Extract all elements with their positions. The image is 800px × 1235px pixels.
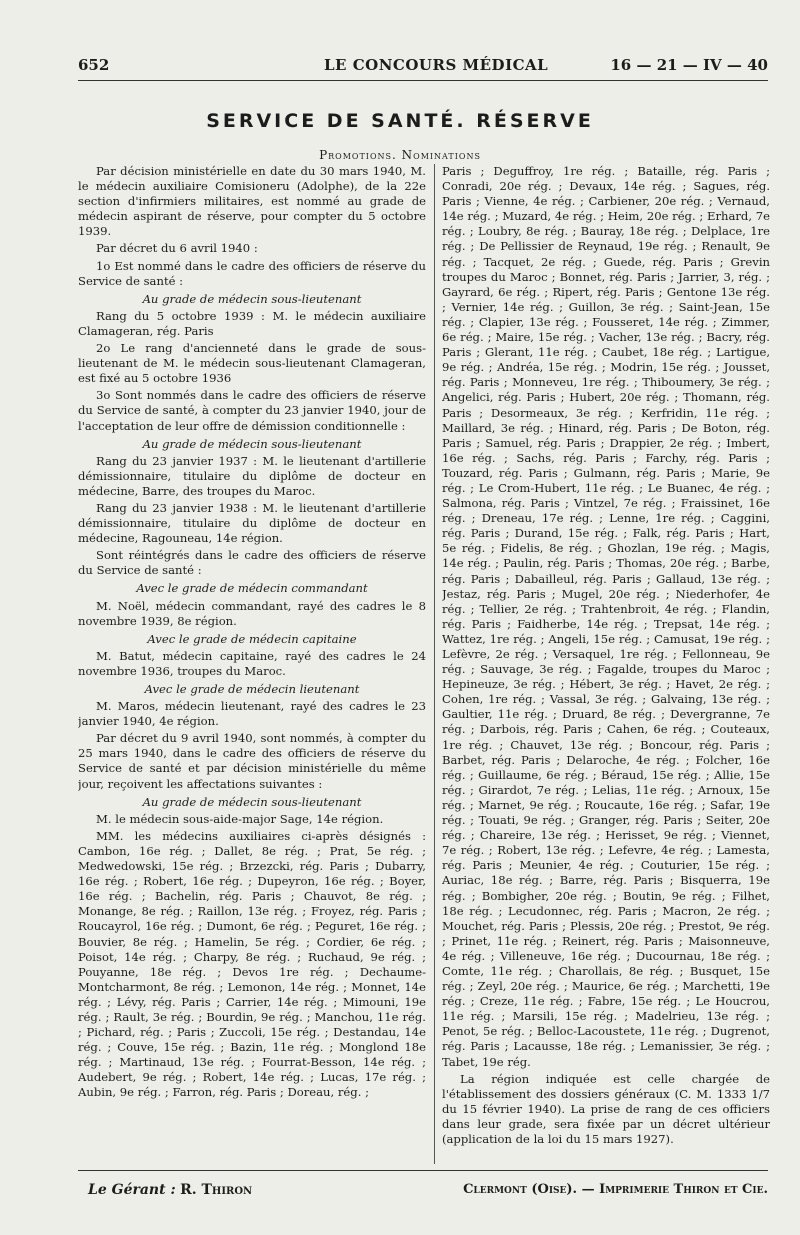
section-heading: Avec le grade de médecin capitaine: [147, 631, 357, 646]
column-divider: [434, 164, 435, 1164]
paragraph: M. Batut, médecin capitaine, rayé des cadres le 24 novembre 1936, troupes du Maroc.: [78, 648, 426, 678]
paragraph: Par décret du 9 avril 1940, sont nommés, à compter du 25 mars 1940, dans le cadre des officiers de réserve du Service de santé et par décision ministérielle du même jour, reçoivent les affectations suivantes :: [78, 731, 426, 791]
left-column: [78, 164, 426, 1174]
paragraph: Par décret du 6 avril 1940 :: [96, 241, 258, 256]
running-header: [78, 56, 768, 78]
section-heading: Avec le grade de médecin lieutenant: [144, 682, 360, 696]
page-number: 652: [78, 56, 110, 74]
article-subtitle: Promotions. Nominations: [319, 148, 481, 162]
journal-title: LE CONCOURS MÉDICAL: [324, 56, 549, 74]
paragraph: Sont réintégrés dans le cadre des officiers de réserve du Service de santé :: [78, 548, 426, 578]
issue-date: 16 — 21 — IV — 40: [610, 56, 768, 74]
manager-label: Le Gérant :: [88, 1182, 176, 1198]
section-heading: Au grade de médecin sous-lieutenant: [142, 436, 362, 451]
manager-credit: [88, 1182, 252, 1198]
paragraph: Paris ; Deguffroy, 1re rég. ; Bataille, rég. Paris ; Conradi, 20e rég. ; Devaux, 14e rég. ; Sagues, rég. Paris ; Vienne, 4e rég. ; Carbiener, 20e rég. ; Vernaud, 14e rég. ; Muzard, 4e rég. ; Heim, 20e rég. ; Erhard, 7e rég. ; Loubry, 8e rég. ; Bauray, 18e rég. ; Delplace, 1re rég. ; De Pellissier de Reynaud, 19e rég. ; Renault, 9e rég. ; Tacquet, 2e rég. ; Guede, rég. Paris ; Grevin troupes du Maroc ; Bonnet, rég. Paris ; Jarrier, 3, rég. ; Gayrard, 6e rég. ; Ripert, rég. Paris ; Gentone 13e rég. ; Vernier, 14e rég. ; Guillon, 3e rég. ; Saint-Jean, 15e rég. ; Clapier, 13e rég. ; Fousseret, 14e rég. ; Zimmer, 6e rég. ; Maire, 15e rég. ; Vacher, 13e rég. ; Bacry, rég. Paris ; Glerant, 11e rég. ; Caubet, 18e rég. ; Lartigue, 9e rég. ; Andréa, 15e rég. ; Modrin, 15e rég. ; Jousset, rég. Paris ; Monneveu, 1re rég. ; Thiboumery, 3e rég. ; Angelici, rég. Paris ; Hubert, 20e rég. ; Thomann, rég. Paris ; Desormeaux, 3e rég. ; Kerfridin, 11e rég. ; Maillard, 3e rég. ; Hinard, rég. Paris ; De Boton, rég. Paris ; Samuel, rég. Paris ; Drappier, 2e rég. ; Imbert, 16e rég. ; Sachs, rég. Paris ; Farchy, rég. Paris ; Touzard, rég. Paris ; Gulmann, rég. Paris ; Marie, 9e rég. ; Le Crom-Hubert, 11e rég. ; Le Buanec, 4e rég. ; Salmona, rég. Paris ; Vintzel, 7e rég. ; Fraissinet, 16e rég. ; Dreneau, 17e rég. ; Lenne, 1re rég. ; Caggini, rég. Paris ; Durand, 15e rég. ; Falk, rég. Paris ; Hart, 5e rég. ; Fidelis, 8e rég. ; Ghozlan, 19e rég. ; Magis, 14e rég. ; Paulin, rég. Paris ; Thomas, 20e rég. ; Barbe, rég. Paris ; Dabailleul, rég. Paris ; Gallaud, 13e rég. ; Jestaz, rég. Paris ; Mugel, 20e rég. ; Niederhofer, 4e rég. ; Tellier, 2e rég. ; Trahtenbroit, 4e rég. ; Flandin, rég. Paris ; Faidherbe, 14e rég. ; Trepsat, 14e rég. ; Wattez, 1re rég. ; Angeli, 15e rég. ; Camusat, 19e rég. ; Lefèvre, 2e rég. ; Versaquel, 1re rég. ; Fellonneau, 9e rég. ; Sauvage, 3e rég. ; Fagalde, troupes du Maroc ; Hepineuze, 3e rég. ; Hébert, 3e rég. ; Havet, 2e rég. ; Cohen, 1re rég. ; Vassal, 3e rég. ; Galvaing, 13e rég. ; Gaultier, 11e rég. ; Druard, 8e rég. ; Devergranne, 7e rég. ; Darbois, rég. Paris ; Cahen, 6e rég. ; Couteaux, 1re rég. ; Chauvet, 13e rég. ; Boncour, rég. Paris ; Barbet, rég. Paris ; Delaroche, 4e rég. ; Folcher, 16e rég. ; Guillaume, 6e rég. ; Béraud, 15e rég. ; Allie, 15e rég. ; Girardot, 7e rég. ; Lelias, 11e rég. ; Arnoux, 15e rég. ; Marnet, 9e rég. ; Roucaute, 16e rég. ; Safar, 19e rég. ; Touati, 9e rég. ; Granger, rég. Paris ; Seiter, 20e rég. ; Chareire, 13e rég. ; Herisset, 9e rég. ; Viennet, 7e rég. ; Robert, 13e rég. ; Lefevre, 4e rég. ; Lamesta, rég. Paris ; Meunier, 4e rég. ; Couturier, 15e rég. ; Auriac, 18e rég. ; Barre, rég. Paris ; Bisquerra, 19e rég. ; Bombigher, 20e rég. ; Boutin, 9e rég. ; Filhet, 18e rég. ; Lecudonnec, rég. Paris ; Macron, 2e rég. ; Mouchet, rég. Paris ; Plessis, 20e rég. ; Prestot, 9e rég. ; Prinet, 11e rég. ; Reinert, rég. Paris ; Maisonneuve, 4e rég. ; Villeneuve, 16e rég. ; Ducournau, 18e rég. ; Comte, 11e rég. ; Charollais, 8e rég. ; Busquet, 15e rég. ; Zeyl, 20e rég. ; Maurice, 6e rég. ; Marchetti, 19e rég. ; Creze, 11e rég. ; Fabre, 15e rég. ; Le Houcrou, 11e rég. ; Marsili, 15e rég. ; Madelrieu, 13e rég. ; Penot, 5e rég. ; Belloc-Lacoustete, 11e rég. ; Dugrenot, rég. Paris ; Lacausse, 18e rég. ; Lemanissier, 3e rég. ; Tabet, 19e rég.: [442, 164, 770, 1069]
paragraph: Rang du 23 janvier 1937 : M. le lieutenant d'artillerie démissionnaire, titulaire du diplôme de docteur en médecine, Barre, des troupes du Maroc.: [78, 453, 426, 498]
manager-name: R. Thiron: [180, 1182, 253, 1198]
footer-rule: [78, 1170, 768, 1171]
section-heading: Au grade de médecin sous-lieutenant: [142, 291, 362, 306]
section-heading: Avec le grade de médecin commandant: [136, 581, 368, 596]
paragraph: Rang du 5 octobre 1939 : M. le médecin auxiliaire Clamageran, rég. Paris: [78, 308, 426, 338]
paragraph: M. Noël, médecin commandant, rayé des cadres le 8 novembre 1939, 8e région.: [78, 598, 426, 628]
paragraph: M. Maros, médecin lieutenant, rayé des cadres le 23 janvier 1940, 4e région.: [78, 699, 426, 729]
header-rule: [78, 80, 768, 81]
paragraph: 1o Est nommé dans le cadre des officiers de réserve du Service de santé :: [78, 258, 426, 288]
article-title: SERVICE DE SANTÉ. RÉSERVE: [206, 110, 594, 132]
right-column: [442, 164, 770, 1174]
printer-credit: Clermont (Oise). — Imprimerie Thiron et Cie.: [463, 1182, 768, 1197]
paragraph: MM. les médecins auxiliaires ci-après désignés : Cambon, 16e rég. ; Dallet, 8e rég. ; Prat, 5e rég. ; Medwedowski, 15e rég. ; Brzezcki, rég. Paris ; Dubarry, 16e rég. ; Robert, 16e rég. ; Dupeyron, 16e rég. ; Boyer, 16e rég. ; Bachelin, rég. Paris ; Chauvot, 8e rég. ; Monange, 8e rég. ; Raillon, 13e rég. ; Froyez, rég. Paris ; Roucayrol, 16e rég. ; Dumont, 6e rég. ; Peguret, 16e rég. ; Bouvier, 8e rég. ; Hamelin, 5e rég. ; Cordier, 6e rég. ; Poisot, 14e rég. ; Charpy, 8e rég. ; Ruchaud, 9e rég. ; Pouyanne, 18e rég. ; Devos 1re rég. ; Dechaume-Montcharmont, 8e rég. ; Lemonon, 14e rég. ; Monnet, 14e rég. ; Lévy, rég. Paris ; Carrier, 14e rég. ; Mimouni, 19e rég. ; Rault, 3e rég. ; Bourdin, 9e rég. ; Manchou, 11e rég. ; Pichard, rég. ; Paris ; Zuccoli, 15e rég. ; Destandau, 14e rég. ; Couve, 15e rég. ; Bazin, 11e rég. ; Monglond 18e rég. ; Martinaud, 13e rég. ; Fourrat-Besson, 14e rég. ; Audebert, 9e rég. ; Robert, 14e rég. ; Lucas, 17e rég. ; Aubin, 9e rég. ; Farron, rég. Paris ; Doreau, rég. ;: [78, 828, 426, 1100]
paragraph: 2o Le rang d'ancienneté dans le grade de sous-lieutenant de M. le médecin sous-lieutenant Clamageran, est fixé au 5 octobre 1936: [78, 341, 426, 386]
paragraph: M. le médecin sous-aide-major Sage, 14e région.: [96, 811, 384, 826]
paragraph: La région indiquée est celle chargée de l'établissement des dossiers généraux (C. M. 1333 1/7 du 15 février 1940). La prise de rang de ces officiers dans leur grade, sera fixée par un décret ultérieur (application de la loi du 15 mars 1927).: [442, 1071, 770, 1146]
paragraph: Rang du 23 janvier 1938 : M. le lieutenant d'artillerie démissionnaire, titulaire du diplôme de docteur en médecine, Ragouneau, 14e région.: [78, 500, 426, 546]
paragraph: Par décision ministérielle en date du 30 mars 1940, M. le médecin auxiliaire Comisioneru (Adolphe), de la 22e section d'infirmiers militaires, est nommé au grade de médecin aspirant de réserve, pour compter du 5 octobre 1939.: [78, 164, 426, 239]
section-heading: Au grade de médecin sous-lieutenant: [142, 794, 362, 809]
paragraph: 3o Sont nommés dans le cadre des officiers de réserve du Service de santé, à compter du 23 janvier 1940, jour de l'acceptation de leur offre de démission conditionnelle :: [78, 388, 426, 433]
